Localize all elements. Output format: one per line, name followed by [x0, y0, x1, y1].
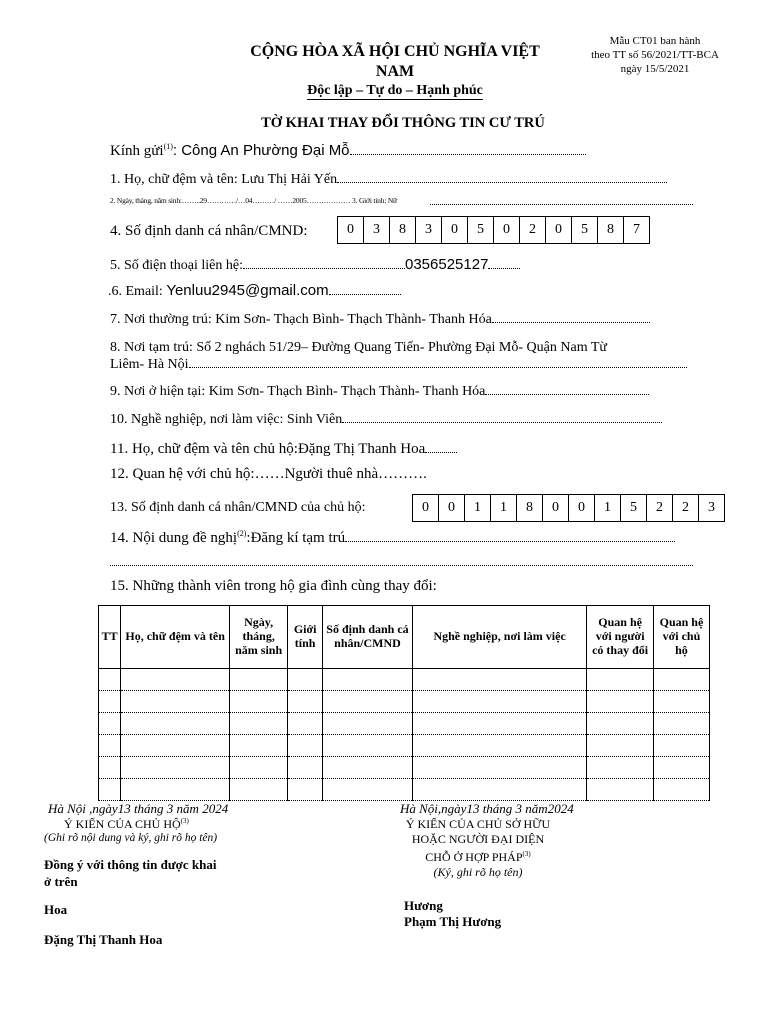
- head-id-digit: 2: [673, 495, 699, 521]
- right-signer-name: Phạm Thị Hương: [404, 914, 502, 929]
- col-dob: Ngày, tháng, năm sinh: [230, 606, 288, 669]
- request-dots-line2: [110, 565, 693, 566]
- left-note: (Ghi rõ nội dung và ký, ghi rõ họ tên): [44, 832, 218, 844]
- table-cell: [587, 691, 654, 713]
- members-table-header: [99, 606, 710, 669]
- table-cell: [653, 691, 709, 713]
- recipient-sup: (1): [163, 142, 173, 151]
- table-cell: [412, 691, 586, 713]
- id-digit: 0: [546, 217, 572, 243]
- nation-title-line2: NAM: [375, 63, 415, 80]
- email-line: [108, 282, 401, 300]
- temp-value-line2: Liêm- Hà Nội: [110, 357, 189, 372]
- relation-line: 12. Quan hệ với chủ hộ:……Người thuê nhà……….: [110, 466, 427, 482]
- recipient-value: : Công An Phường Đại Mỗ: [172, 142, 350, 159]
- head-id-label: 13. Số định danh cá nhân/CMND của chủ hộ:: [110, 500, 366, 515]
- household-head-label: 11. Họ, chữ đệm và tên chủ hộ:: [110, 441, 298, 457]
- form-code-line2: theo TT số 56/2021/TT-BCA: [591, 49, 719, 61]
- email-label: .6. Email:: [108, 284, 167, 299]
- col-gender: Giới tính: [288, 606, 323, 669]
- job-label: 10. Nghề nghiệp, nơi làm việc:: [110, 412, 287, 427]
- id-digit: 8: [598, 217, 624, 243]
- dob-dots: [430, 204, 693, 205]
- table-cell: [412, 735, 586, 757]
- left-title: Ý KIẾN CỦA CHỦ HỘ$^{(3)}$: [64, 817, 189, 831]
- members-table: [98, 605, 710, 801]
- right-title: [398, 817, 558, 865]
- table-cell: [587, 779, 654, 801]
- dob-gender-line: 2. Ngày, tháng, năm sinh:……..29…………/…04………/ ……2005……………… 3. Giới tính: Nữ: [110, 196, 397, 205]
- job-value: Sinh Viên: [286, 412, 343, 427]
- left-signature: Hoa: [44, 902, 68, 917]
- table-cell: [323, 779, 413, 801]
- id-digit: 0: [442, 217, 468, 243]
- id-number-boxes: [337, 216, 650, 244]
- table-cell: [288, 669, 323, 691]
- table-row: [99, 735, 710, 757]
- table-cell: [653, 779, 709, 801]
- head-id-digit: 0: [413, 495, 439, 521]
- phone-value: 0356525127: [404, 256, 489, 273]
- phone-line: [110, 256, 520, 274]
- table-cell: [653, 757, 709, 779]
- right-date: Hà Nội,ngày13 tháng 3 năm2024: [400, 801, 574, 816]
- table-cell: [412, 757, 586, 779]
- col-job: Nghề nghiệp, nơi làm việc: [412, 606, 586, 669]
- table-cell: [587, 757, 654, 779]
- head-id-digit: 0: [439, 495, 465, 521]
- id-digit: 0: [494, 217, 520, 243]
- name-value: Lưu Thị Hải Yến: [241, 172, 338, 187]
- table-cell: [99, 779, 121, 801]
- table-row: [99, 669, 710, 691]
- current-value: Kim Sơn- Thạch Bình- Thạch Thành- Thanh Hóa: [208, 384, 486, 399]
- table-cell: [587, 713, 654, 735]
- table-cell: [230, 713, 288, 735]
- table-cell: [323, 757, 413, 779]
- form-code: [585, 34, 725, 76]
- table-cell: [323, 669, 413, 691]
- table-cell: [412, 669, 586, 691]
- table-cell: [121, 735, 230, 757]
- permanent-label: 7. Nơi thường trú:: [110, 312, 216, 327]
- table-cell: [323, 713, 413, 735]
- head-id-digit: 0: [569, 495, 595, 521]
- head-id-digit: 3: [708, 500, 715, 515]
- table-cell: [230, 757, 288, 779]
- left-date: Hà Nội ,ngày13 tháng 3 năm 2024: [48, 801, 229, 816]
- recipient-label: Kính gửi: [110, 143, 164, 159]
- table-cell: [230, 669, 288, 691]
- id-digit: 3: [416, 217, 442, 243]
- id-digit: 5: [468, 217, 494, 243]
- table-row: [99, 779, 710, 801]
- col-relation-changer: Quan hệ với người có thay đổi: [587, 606, 654, 669]
- table-cell: [288, 735, 323, 757]
- members-label: 15. Những thành viên trong hộ gia đình cùng thay đổi:: [110, 578, 437, 594]
- head-id-digit: 1: [465, 495, 491, 521]
- table-cell: [230, 691, 288, 713]
- form-title: TỜ KHAI THAY ĐỔI THÔNG TIN CƯ TRÚ: [261, 115, 545, 131]
- right-title-line3: CHỖ Ở HỢP PHÁP: [425, 850, 523, 864]
- table-cell: [99, 691, 121, 713]
- table-cell: [412, 779, 586, 801]
- right-title-line2: HOẶC NGƯỜI ĐẠI DIỆN: [411, 832, 545, 846]
- temp-value-line1: Số 2 nghách 51/29– Đường Quang Tiến- Phường Đại Mỗ- Quận Nam Từ: [196, 340, 607, 355]
- id-label: 4. Số định danh cá nhân/CMND:: [110, 223, 308, 239]
- right-signature: Hương: [404, 898, 443, 913]
- left-title-sup: (3): [180, 817, 189, 825]
- current-line: [110, 384, 649, 400]
- recipient-line: [110, 142, 586, 160]
- id-digit: 5: [572, 217, 598, 243]
- col-name: Họ, chữ đệm và tên: [121, 606, 230, 669]
- table-cell: [99, 713, 121, 735]
- left-signer-name: Đặng Thị Thanh Hoa: [44, 932, 163, 947]
- left-opinion: Đồng ý với thông tin được khai ở trên: [44, 857, 217, 889]
- household-head-line: [110, 441, 457, 458]
- table-row: [99, 691, 710, 713]
- permanent-line: [110, 312, 650, 328]
- name-line: [110, 172, 667, 188]
- table-cell: [121, 669, 230, 691]
- col-relation-head: Quan hệ với chủ hộ: [653, 606, 709, 669]
- table-cell: [121, 757, 230, 779]
- form-code-line1: Mẫu CT01 ban hành: [609, 35, 701, 47]
- table-cell: [99, 735, 121, 757]
- request-label: 14. Nội dung đề nghị: [110, 530, 238, 546]
- table-cell: [230, 779, 288, 801]
- right-title-sup: (3): [522, 850, 531, 858]
- phone-label: 5. Số điện thoại liên hệ:: [110, 258, 243, 273]
- email-value: Yenluu2945@gmail.com: [166, 282, 329, 299]
- name-label: 1. Họ, chữ đệm và tên:: [110, 172, 242, 187]
- request-line: [110, 529, 675, 547]
- col-tt: TT: [99, 606, 121, 669]
- id-digit: 8: [390, 217, 416, 243]
- table-cell: [288, 713, 323, 735]
- id-digit: 2: [520, 217, 546, 243]
- right-title-line1: Ý KIẾN CỦA CHỦ SỞ HỮU: [405, 817, 551, 831]
- head-id-digit: 1: [595, 495, 621, 521]
- table-cell: [288, 779, 323, 801]
- temp-label: 8. Nơi tạm trú:: [110, 340, 197, 355]
- table-cell: [412, 713, 586, 735]
- table-cell: [323, 735, 413, 757]
- head-id-number-boxes: [412, 494, 725, 522]
- job-line: [110, 412, 662, 428]
- motto: Độc lập – Tự do – Hạnh phúc: [307, 83, 483, 98]
- table-cell: [99, 669, 121, 691]
- table-row: [99, 713, 710, 735]
- head-id-digit: 2: [647, 495, 673, 521]
- table-cell: [121, 713, 230, 735]
- table-cell: [587, 735, 654, 757]
- right-note: (Ký, ghi rõ họ tên): [433, 865, 523, 879]
- table-cell: [288, 691, 323, 713]
- head-id-digit: 1: [491, 495, 517, 521]
- table-cell: [653, 735, 709, 757]
- table-cell: [653, 669, 709, 691]
- id-digit: 3: [364, 217, 390, 243]
- form-code-line3: ngày 15/5/2021: [620, 63, 690, 75]
- head-id-digit: 0: [543, 495, 569, 521]
- nation-title-line1: CỘNG HÒA XÃ HỘI CHỦ NGHĨA VIỆT: [250, 43, 540, 60]
- national-header: [220, 42, 570, 100]
- head-id-digit: 8: [517, 495, 543, 521]
- id-digit: 7: [633, 222, 640, 237]
- temp-line: [110, 339, 687, 373]
- table-cell: [121, 779, 230, 801]
- table-cell: [99, 757, 121, 779]
- current-label: 9. Nơi ở hiện tại:: [110, 384, 209, 399]
- table-cell: [288, 757, 323, 779]
- col-id: Số định danh cá nhân/CMND: [323, 606, 413, 669]
- request-sup: (2): [237, 529, 247, 538]
- id-digit: 0: [338, 217, 364, 243]
- household-head-value: Đặng Thị Thanh Hoa: [297, 441, 426, 457]
- table-cell: [121, 691, 230, 713]
- permanent-value: Kim Sơn- Thạch Bình- Thạch Thành- Thanh Hóa: [215, 312, 492, 327]
- signature-left: [44, 801, 234, 948]
- request-value: :Đăng kí tạm trú: [246, 530, 346, 546]
- table-row: [99, 757, 710, 779]
- head-id-digit: 5: [621, 495, 647, 521]
- table-cell: [653, 713, 709, 735]
- table-cell: [323, 691, 413, 713]
- signature-right: [398, 801, 588, 930]
- table-cell: [587, 669, 654, 691]
- table-cell: [230, 735, 288, 757]
